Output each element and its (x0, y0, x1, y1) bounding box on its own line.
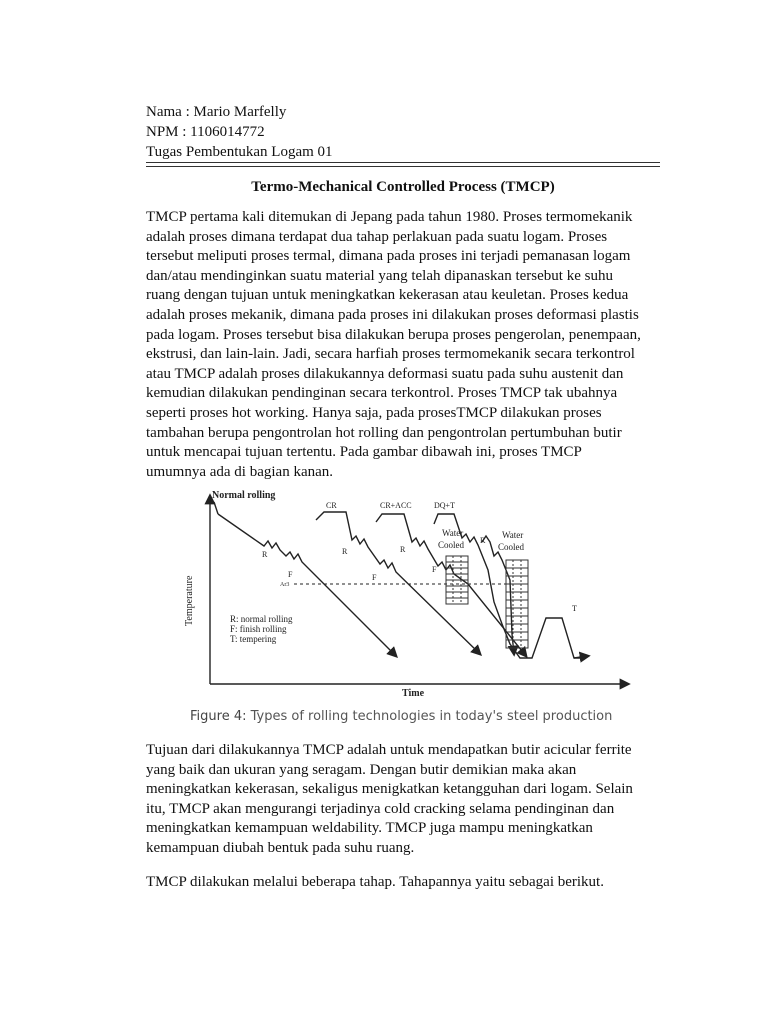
water-cooling-hatch-1 (446, 556, 468, 604)
text-line: untuk mencapai tujuan tertentu. Pada gambar dibawah ini, proses TMCP (146, 444, 582, 461)
y-axis-label: Temperature (184, 575, 195, 626)
label-normal-rolling: Normal rolling (212, 490, 276, 501)
header-rule-bottom (146, 166, 660, 167)
text-line: adalah proses dimana terdapat dua tahap perlakuan pada suatu logam. Proses (146, 228, 608, 245)
header-rule-top (146, 162, 660, 163)
text-line: Tujuan dari dilakukannya TMCP adalah untuk mendapatkan butir acicular ferrite (146, 742, 632, 758)
assignment-title: Tugas Pembentukan Logam 01 (146, 144, 333, 160)
text-line: ekstrusi, dan lain-lain. Jadi, secara harfiah proses termomekanik secara terkontrol (146, 346, 635, 363)
text-line: kemampuan diubah bentuk pada suhu ruang. (146, 839, 415, 856)
label-water-cooled-2-line2: Cooled (498, 542, 524, 552)
text-line: atau TMCP adalah proses dilakukannya deformasi suatu pada suhu austenit dan (146, 365, 624, 382)
label-r-1: R (262, 550, 268, 559)
text-line: ruang dengan tujuan untuk meningkatkan kekerasan atau keuletan. Proses kedua (146, 287, 629, 304)
label-f-3: F (432, 565, 437, 574)
text-line: seperti proses hot working. Hanya saja, pada prosesTMCP dilakukan proses (146, 404, 602, 421)
text-line: TMCP pertama kali ditemukan di Jepang pada tahun 1980. Proses termomekanik (146, 209, 633, 225)
start-tick (214, 502, 218, 514)
label-r-2: R (342, 547, 348, 556)
text-line: meningkatkan kemampuan weldability. TMCP juga mampu meningkatkan (146, 820, 593, 837)
label-f-1: F (288, 570, 293, 579)
legend-f: F: finish rolling (230, 624, 287, 634)
text-line: adalah proses mekanik, dimana pada proses ini dilakukan proses deformasi plastis (146, 306, 639, 323)
legend-t: T: tempering (230, 634, 277, 644)
document-title: Termo-Mechanical Controlled Process (TMCP) (251, 179, 555, 195)
text-line: TMCP dilakukan melalui beberapa tahap. Tahapannya yaitu sebagai berikut. (146, 874, 604, 890)
text-line: dan/atau mendinginkan suatu material yang telah dipanaskan tersebut ke suhu (146, 267, 613, 284)
label-ar3: Ar3 (280, 582, 290, 588)
legend-r: R: normal rolling (230, 614, 293, 624)
text-line: meningkatkan kekerasan, sekaligus menigkatkan ketangguhan dari logam. Selain (146, 781, 633, 798)
paragraph-intro (146, 208, 676, 482)
text-line: tersebut meliputi proses termal, dimana pada proses ini terjadi pemanasan logam (146, 248, 631, 265)
figure-caption (190, 709, 630, 724)
curve-water-cooled (482, 536, 514, 654)
label-cr: CR (326, 501, 337, 510)
label-t: T (572, 604, 577, 613)
text-line: tambahan berupa pengontrolan hot rolling dan pengontrolan pertumbuhan butir (146, 424, 622, 441)
label-water-cooled-1-line1: Water (442, 528, 464, 538)
label-dq-t: DQ+T (434, 501, 455, 510)
student-npm: NPM : 1106014772 (146, 124, 265, 140)
text-line: kemudian dilakukan pendinginan secara terkontrol. Proses TMCP tak ubahnya (146, 385, 618, 402)
label-r-3: R (400, 545, 406, 554)
text-line: yang baik dan ukuran yang seragam. Dengan butir demikian maka akan (146, 761, 577, 778)
student-name: Nama : Mario Marfelly (146, 104, 287, 120)
label-water-cooled-1-line2: Cooled (438, 540, 464, 550)
label-f-2: F (372, 573, 377, 582)
caption-prefix: Figure 4: (190, 709, 247, 724)
caption-text: Types of rolling technologies in today's steel production (246, 709, 613, 724)
label-water-cooled-2-line1: Water (502, 530, 524, 540)
text-line: pada logam. Proses tersebut bisa dilakukan berupa proses pengerolan, penempaan, (146, 326, 641, 343)
paragraph-purpose (146, 741, 676, 859)
x-axis-label: Time (402, 688, 425, 699)
text-line: itu, TMCP akan mengurangi terjadinya cold cracking selama pendinginan dan (146, 800, 615, 817)
label-r-4: R (480, 536, 486, 545)
paragraph-stages (146, 873, 676, 893)
text-line: umumnya ada di bagian kanan. (146, 463, 334, 480)
rolling-technologies-figure (176, 484, 636, 699)
label-cr-acc: CR+ACC (380, 501, 412, 510)
